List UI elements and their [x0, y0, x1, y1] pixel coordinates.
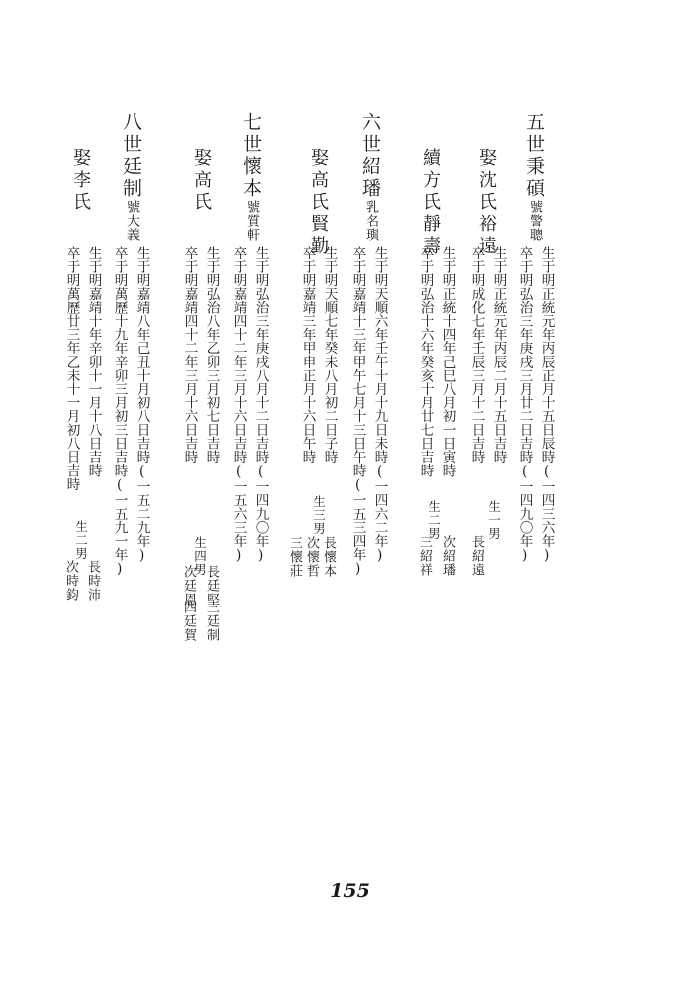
gen8-wife-name: 娶李氏: [70, 148, 91, 214]
gen8-wife-children-label: 生二男: [73, 520, 89, 561]
gen6-death: 卒于明嘉靖十三年甲午七月十三日午時(一五三四年): [349, 246, 366, 578]
gen7-wife-children-label: 生四男: [192, 536, 208, 577]
gen8-name: 八世廷制號大義: [120, 112, 142, 242]
gen6-name: 六世紹璠乳名璵: [359, 112, 381, 242]
gen7-wife-child-1: 長廷堅: [204, 565, 219, 607]
gen5-birth: 生于明正統元年丙辰正月十五日辰時(一四三六年): [538, 246, 555, 564]
gen7-wife-birth: 生于明弘治八年乙卯三月初七日吉時: [203, 246, 220, 464]
gen8-wife-child-1: 長時沛: [85, 560, 100, 602]
gen7-death: 卒于明嘉靖四十二年三月十六日吉時(一五六三年): [230, 246, 247, 564]
gen5-wife2-child-2: 次紹璠: [440, 535, 455, 577]
gen5-wife2-name: 續方氏靜壽: [420, 148, 441, 258]
gen6-hao: 乳名璵: [363, 200, 378, 242]
gen8-wife-child-2: 次時鈞: [63, 560, 78, 602]
gen7-birth: 生于明弘治三年庚戌八月十二日吉時(一四九〇年): [252, 246, 269, 564]
gen8-birth: 生于明嘉靖八年己丑十月初八日吉時(一五二九年): [133, 246, 150, 564]
gen5-hao: 號警聰: [527, 200, 542, 242]
gen5-wife1-death: 卒于明成化七年壬辰三月十二日吉時: [468, 246, 485, 464]
page-number: 155: [330, 880, 370, 902]
gen6-wife-children-label: 生三男: [311, 495, 327, 536]
gen7-name: 七世懷本號質軒: [240, 112, 262, 242]
gen5-wife1-birth: 生于明正統元年丙辰二月十五日吉時: [490, 246, 507, 464]
gen8-wife-death: 卒于明萬歷廿三年乙未十一月初八日吉時: [63, 246, 80, 491]
gen7-hao: 號質軒: [244, 200, 259, 242]
gen7-wife-child-3: 三廷制: [204, 600, 219, 642]
gen7-wife-child-2: 次廷恩: [181, 565, 196, 607]
gen6-wife-child-1: 長懷本: [321, 536, 336, 578]
gen6-wife-death: 卒于明嘉靖三年甲申正月十六日午時: [299, 246, 316, 464]
gen7-wife-death: 卒于明嘉靖四十二年三月十六日吉時: [181, 246, 198, 464]
gen8-wife-birth: 生于明嘉靖十年辛卯十一月十八日吉時: [85, 246, 102, 478]
gen5-wife2-children-label: 生二男: [426, 500, 442, 541]
gen5-wife2-child-3: 三紹祥: [417, 535, 432, 577]
gen6-wife-name: 娶高氏賢勤: [308, 148, 329, 258]
gen6-wife-child-2: 次懷哲: [304, 536, 319, 578]
gen7-wife-child-4: 四廷賀: [181, 600, 196, 642]
gen5-wife2-death: 卒于明弘治十六年癸亥十月廿七日吉時: [417, 246, 434, 478]
gen5-wife1-children-label: 生一男: [486, 500, 502, 541]
gen5-name: 五世秉碩號警聰: [523, 112, 545, 242]
gen6-birth: 生于明天順六年壬午十月十九日未時(一四六二年): [371, 246, 388, 564]
gen7-wife-name: 娶高氏: [191, 148, 212, 214]
gen5-wife1-name: 娶沈氏裕遠: [476, 148, 497, 258]
gen6-wife-child-3: 三懷莊: [287, 536, 302, 578]
gen8-hao: 號大義: [124, 200, 139, 242]
gen5-death: 卒于明弘治三年庚戌三月廿二日吉時(一四九〇年): [516, 246, 533, 564]
gen5-wife1-child-1: 長紹遠: [469, 535, 484, 577]
gen8-death: 卒于明萬歷十九年辛卯三月初三日吉時(一五九一年): [111, 246, 128, 578]
gen5-wife2-birth: 生于明正統十四年己巳八月初一日寅時: [439, 246, 456, 478]
gen6-wife-birth: 生于明天順七年癸未八月初二日子時: [321, 246, 338, 464]
